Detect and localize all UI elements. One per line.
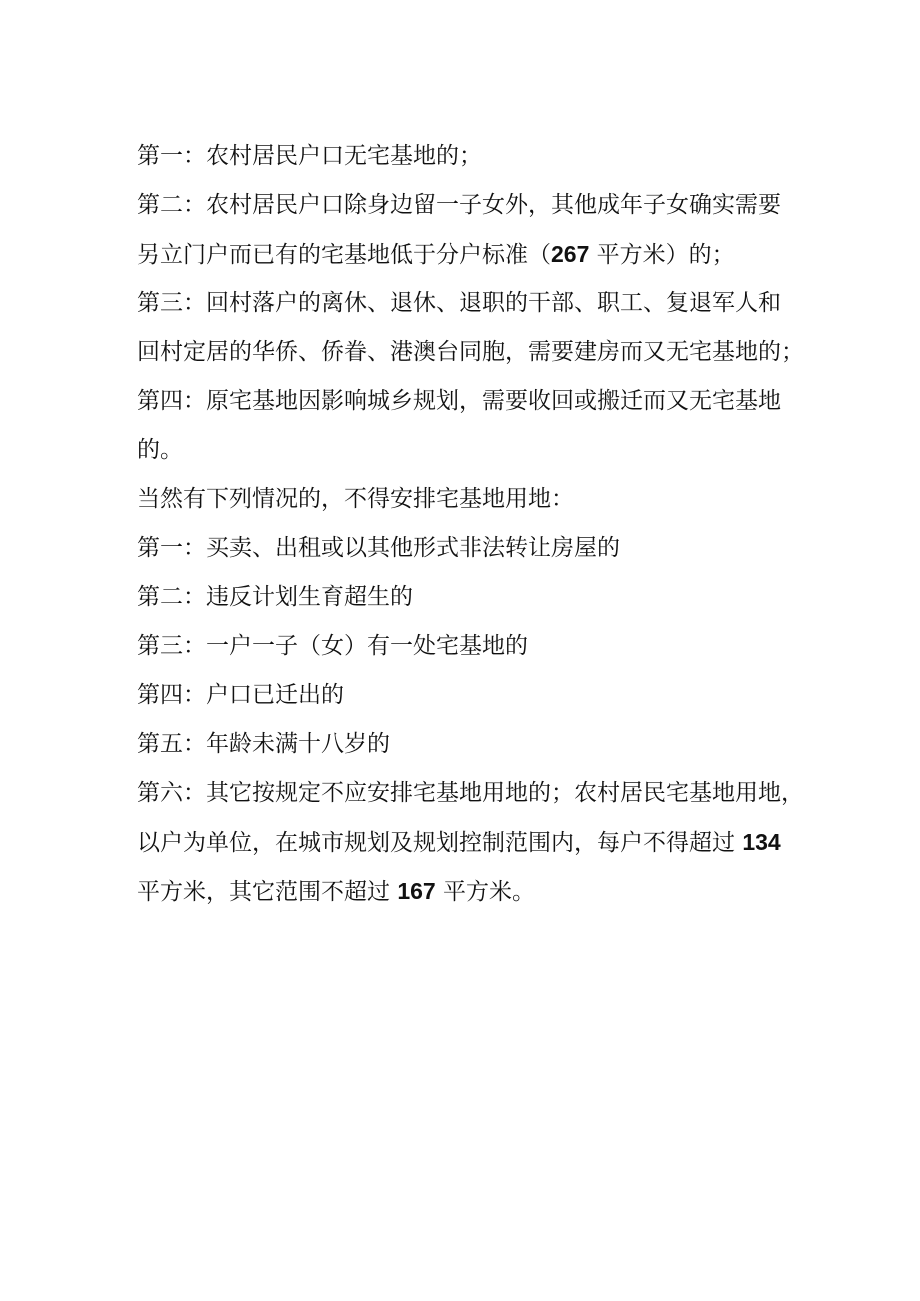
text-line xyxy=(137,524,817,573)
document-body xyxy=(137,132,817,916)
number-value: 167 xyxy=(397,878,436,904)
text-segment: 第一：买卖、出租或以其他形式非法转让房屋的 xyxy=(137,535,620,561)
text-line xyxy=(137,475,817,524)
text-segment: 第四：户口已迁出的 xyxy=(137,682,344,708)
text-line xyxy=(137,132,817,181)
text-segment: 平方米。 xyxy=(435,879,535,905)
text-segment: 第二：农村居民户口除身边留一子女外，其他成年子女确实需要 xyxy=(137,192,781,218)
text-segment: 平方米）的； xyxy=(589,242,735,268)
text-segment: 另立门户而已有的宅基地低于分户标准（ xyxy=(137,242,551,268)
text-line xyxy=(137,720,817,769)
text-segment: 的。 xyxy=(137,437,183,463)
text-segment: 第一：农村居民户口无宅基地的； xyxy=(137,143,482,169)
text-line xyxy=(137,377,817,426)
text-segment: 当然有下列情况的，不得安排宅基地用地： xyxy=(137,486,574,512)
text-segment: 第三：一户一子（女）有一处宅基地的 xyxy=(137,633,528,659)
text-segment: 第六：其它按规定不应安排宅基地用地的；农村居民宅基地用地， xyxy=(137,780,804,806)
text-line xyxy=(137,867,817,916)
text-segment: 第三：回村落户的离休、退休、退职的干部、职工、复退军人和 xyxy=(137,290,781,316)
text-line xyxy=(137,230,817,279)
number-value: 267 xyxy=(551,241,590,267)
text-line xyxy=(137,426,817,475)
text-line xyxy=(137,769,817,818)
text-line xyxy=(137,181,817,230)
text-line xyxy=(137,818,817,867)
text-segment: 回村定居的华侨、侨眷、港澳台同胞，需要建房而又无宅基地的； xyxy=(137,339,804,365)
text-line xyxy=(137,671,817,720)
text-segment: 平方米，其它范围不超过 xyxy=(137,879,398,905)
text-line xyxy=(137,279,817,328)
text-line xyxy=(137,328,817,377)
text-segment: 第五：年龄未满十八岁的 xyxy=(137,731,390,757)
text-line xyxy=(137,622,817,671)
number-value: 134 xyxy=(742,829,781,855)
text-line xyxy=(137,573,817,622)
text-segment: 以户为单位，在城市规划及规划控制范围内，每户不得超过 xyxy=(137,830,743,856)
text-segment: 第四：原宅基地因影响城乡规划，需要收回或搬迁而又无宅基地 xyxy=(137,388,781,414)
text-segment: 第二：违反计划生育超生的 xyxy=(137,584,413,610)
